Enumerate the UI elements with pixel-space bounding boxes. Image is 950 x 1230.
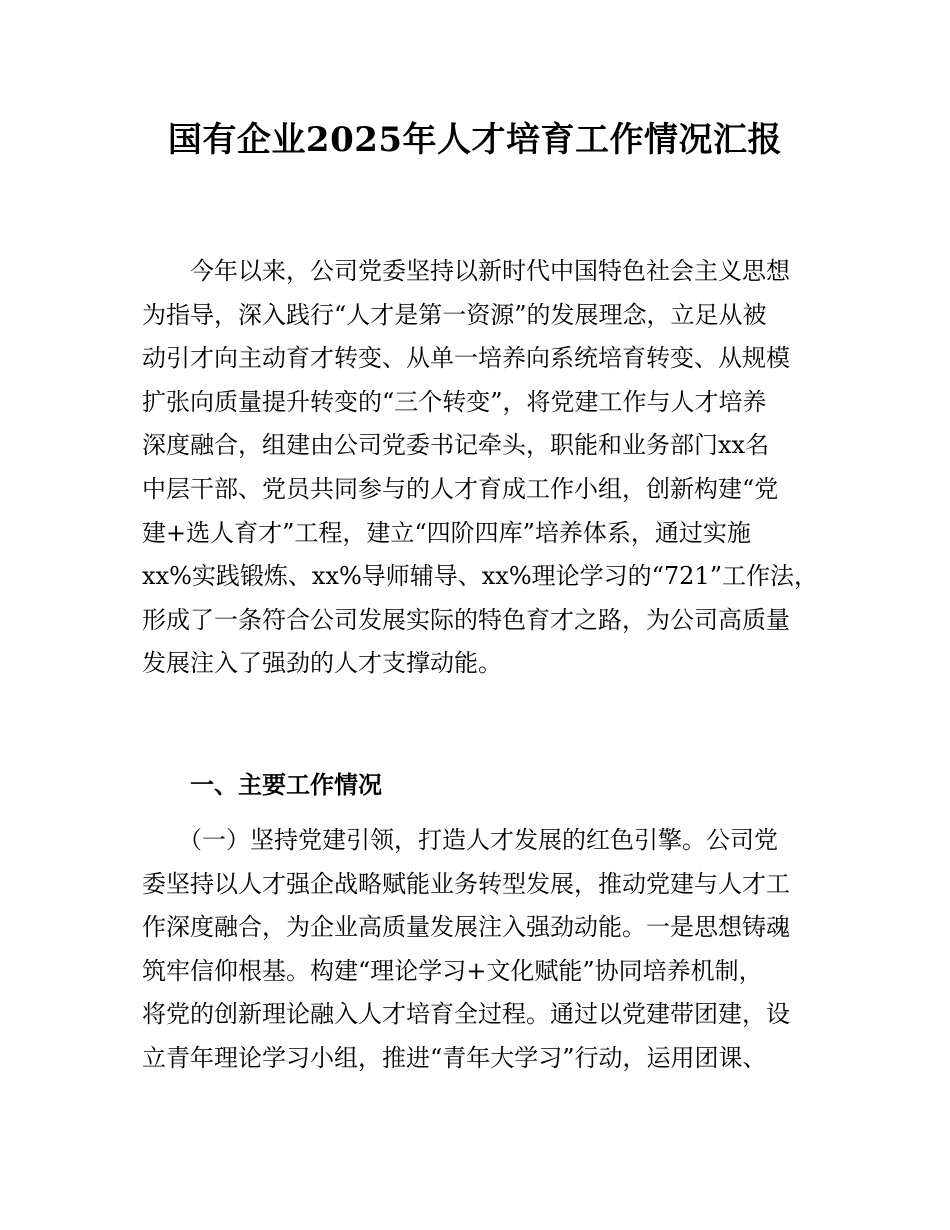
section-heading: 一、主要工作情况 [190, 771, 382, 799]
section-paragraph [142, 819, 812, 1081]
paragraph-line: 筑牢信仰根基。构建“理论学习+文化赋能”协同培养机制， [142, 956, 763, 985]
paragraph-line: 扩张向质量提升转变的“三个转变”，将党建工作与人才培养 [142, 387, 767, 416]
paragraph-line: 深度融合，组建由公司党委书记牵头，职能和业务部门xx名 [142, 431, 770, 460]
paragraph-line: 动引才向主动育才转变、从单一培养向系统培育转变、从规模 [142, 344, 790, 373]
intro-paragraph [142, 250, 818, 686]
paragraph-line: 立青年理论学习小组，推进“青年大学习”行动，运用团课、 [142, 1043, 767, 1072]
paragraph-line: 发展注入了强劲的人才支撑动能。 [142, 649, 502, 678]
paragraph-line: 为指导，深入践行“人才是第一资源”的发展理念，立足从被 [142, 300, 767, 329]
paragraph-line: 委坚持以人才强企战略赋能业务转型发展，推动党建与人才工 [142, 869, 790, 898]
paragraph-line: 建+选人育才”工程，建立“四阶四库”培养体系，通过实施 [142, 518, 751, 547]
paragraph-line: 作深度融合，为企业高质量发展注入强劲动能。一是思想铸魂 [142, 913, 790, 942]
paragraph-line: 今年以来，公司党委坚持以新时代中国特色社会主义思想 [190, 257, 790, 285]
paragraph-line: xx%实践锻炼、xx%导师辅导、xx%理论学习的“721”工作法， [142, 562, 818, 591]
document-title: 国有企业2025年人才培育工作情况汇报 [167, 120, 783, 160]
paragraph-line: 将党的创新理论融入人才培育全过程。通过以党建带团建，设 [142, 1000, 790, 1029]
paragraph-line: （一）坚持党建引领，打造人才发展的红色引擎。公司党 [178, 826, 778, 854]
paragraph-line: 中层干部、党员共同参与的人才育成工作小组，创新构建“党 [142, 474, 779, 503]
paragraph-line: 形成了一条符合公司发展实际的特色育才之路，为公司高质量 [142, 605, 790, 634]
